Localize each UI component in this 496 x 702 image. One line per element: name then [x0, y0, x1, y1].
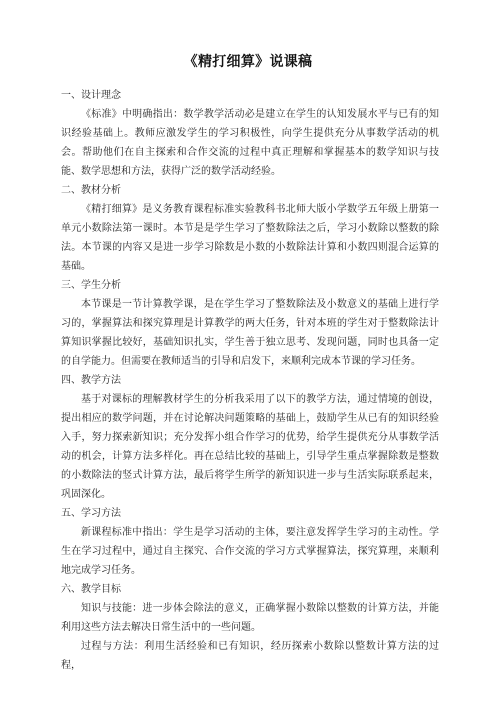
section-teaching-methods	[61, 371, 439, 504]
paragraph: 《精打细算》是义务教育课程标准实验教科书北师大版小学数学五年级上册第一单元小数除法第一课时。本节是是学生学习了整数除法之后，学习小数除以整数的除法。本节课的内容又是进一步学习除数是小数的小数除法计算和小数四则混合运算的基础。	[61, 204, 439, 272]
paragraph: 本节课是一节计算教学课，是在学生学习了整数除法及小数意义的基础上进行学习的，掌握算法和探究算理是计算教学的两大任务，针对本班的学生对于整数除法计算知识掌握比较好，基础知识扎实，学生善于独立思考、发现问题，同时也具备一定的自学能力。但需要在教师适当的引导和启发下，来顺利完成本节课的学习任务。	[61, 299, 439, 367]
section-heading: 一、设计理念	[61, 90, 121, 101]
section-heading: 三、学生分析	[61, 280, 121, 291]
section-heading: 二、教材分析	[61, 185, 121, 196]
section-student-analysis	[61, 276, 439, 371]
section-teaching-objectives	[61, 580, 439, 675]
section-heading: 六、教学目标	[61, 584, 121, 595]
document-title: 《精打细算》说课稿	[183, 54, 313, 70]
section-heading: 四、教学方法	[61, 375, 121, 386]
paragraph: 《标准》中明确指出：数学教学活动必是建立在学生的认知发展水平与已有的知识经验基础上。教师应激发学生的学习积极性，向学生提供充分从事数学活动的机会。帮助他们在自主探索和合作交流的过程中真正理解和掌握基本的数学知识与技能、数学思想和方法，获得广泛的数学活动经验。	[61, 109, 439, 177]
section-textbook-analysis	[61, 181, 439, 276]
paragraph: 过程与方法：利用生活经验和已有知识，经历探索小数除以整数计算方法的过程，	[61, 641, 439, 671]
section-design-concept	[61, 86, 439, 181]
document-body	[61, 86, 439, 675]
paragraph: 新课程标准中指出：学生是学习活动的主体，要注意发挥学生学习的主动性。学生在学习过程中，通过自主探究、合作交流的学习方式掌握算法，探究算理，来顺利地完成学习任务。	[61, 527, 439, 576]
section-learning-methods	[61, 504, 439, 580]
paragraph: 基于对课标的理解教材学生的分析我采用了以下的教学方法，通过情境的创设，提出相应的数学问题，并在讨论解决问题策略的基础上，鼓励学生从已有的知识经验入手，努力探索新知识；充分发挥小组合作学习的优势，给学生提供充分从事数学活动的机会，计算方法多样化。再在总结比较的基础上，引导学生重点掌握除数是整数的小数除法的竖式计算方法，最后将学生所学的新知识进一步与生活实际联系起来，巩固深化。	[61, 394, 439, 500]
section-heading: 五、学习方法	[61, 508, 121, 519]
paragraph: 知识与技能：进一步体会除法的意义，正确掌握小数除以整数的计算方法，并能利用这些方法去解决日常生活中的一些问题。	[61, 603, 439, 633]
